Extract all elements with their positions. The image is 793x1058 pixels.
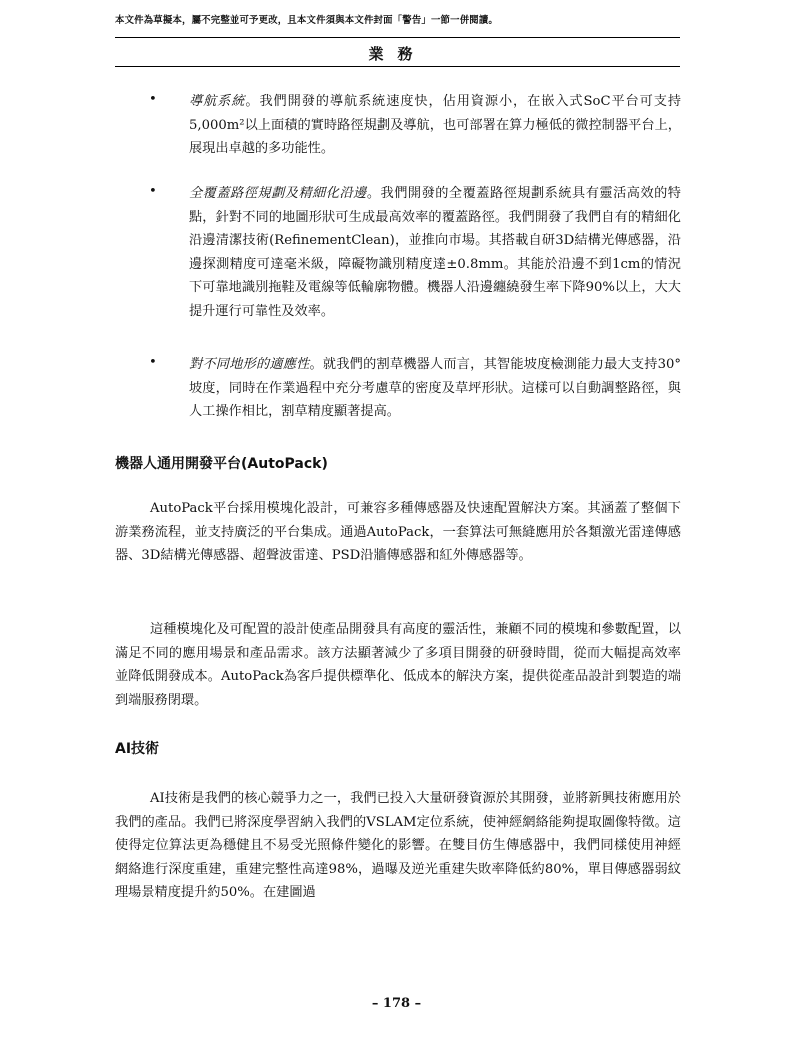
section-title: 業務	[368, 45, 427, 63]
bullet-terrain-adaptability	[189, 353, 681, 424]
bullet-body: 。就我們的割草機器人而言，其智能坡度檢測能力最大支持30°坡度，同時在作業過程中充分考慮草的密度及草坪形狀。這樣可以自動調整路徑，與人工操作相比，割草精度顯著提高。	[189, 357, 682, 420]
bullet-coverage-planning	[189, 182, 681, 324]
bullet-body: 。我們開發的導航系統速度快，佔用資源小，在嵌入式SoC平台可支持5,000m²以上面積的實時路徑規劃及導航，也可部署在算力極低的微控制器平台上，展現出卓越的多功能性。	[189, 94, 682, 157]
bullet-term: 導航系統	[189, 94, 246, 109]
bullet-term: 對不同地形的適應性	[189, 357, 310, 372]
autopack-paragraph-2: 這種模塊化及可配置的設計使產品開發具有高度的靈活性，兼顧不同的模塊和參數配置，以滿足不同的應用場景和產品需求。該方法顯著減少了多項目開發的研發時間，從而大幅提高效率並降低開發成本。AutoPack為客戶提供標準化、低成本的解決方案，提供從產品設計到製造的端到端服務閉環。	[115, 622, 681, 708]
heading-autopack: 機器人通用開發平台(AutoPack)	[115, 456, 328, 472]
header-rule-top	[115, 37, 680, 38]
page-number: – 178 –	[371, 996, 422, 1011]
bullet-icon: •	[149, 184, 157, 199]
bullet-body: 。我們開發的全覆蓋路徑規劃系統具有靈活高效的特點，針對不同的地圖形狀可生成最高效率的覆蓋路徑。我們開發了我們自有的精細化沿邊清潔技術(RefinementClean)，並推向市場。其搭載自研3D結構光傳感器，沿邊探測精度可達毫米級，障礙物識別精度達±0.8mm。其能於沿邊不到1cm的情況下可靠地識別拖鞋及電線等低輪廓物體。機器人沿邊纏繞發生率下降90%以上，大大提升運行可靠性及效率。	[189, 186, 681, 319]
autopack-paragraph-1: AutoPack平台採用模塊化設計，可兼容多種傳感器及快速配置解決方案。其涵蓋了整個下游業務流程，並支持廣泛的平台集成。通過AutoPack，一套算法可無縫應用於各類激光雷達傳感器、3D結構光傳感器、超聲波雷達、PSD沿牆傳感器和紅外傳感器等。	[115, 501, 681, 564]
bullet-navigation	[189, 90, 681, 161]
bullet-icon: •	[149, 355, 157, 370]
heading-ai: AI技術	[115, 741, 160, 757]
bullet-icon: •	[149, 92, 157, 107]
header-rule-bottom	[115, 66, 680, 67]
draft-warning: 本文件為草擬本，屬不完整並可予更改，且本文件須與本文件封面「警告」一節一併閱讀。	[115, 15, 499, 26]
ai-paragraph-1: AI技術是我們的核心競爭力之一，我們已投入大量研發資源於其開發，並將新興技術應用於我們的產品。我們已將深度學習納入我們的VSLAM定位系統，使神經網絡能夠提取圖像特徵。這使得定位算法更為穩健且不易受光照條件變化的影響。在雙目仿生傳感器中，我們同樣使用神經網絡進行深度重建，重建完整性高達98%，過曝及逆光重建失敗率降低約80%，單目傳感器弱紋理場景精度提升約50%。在建圖過	[115, 791, 681, 901]
bullet-term: 全覆蓋路徑規劃及精細化沿邊	[189, 186, 367, 201]
